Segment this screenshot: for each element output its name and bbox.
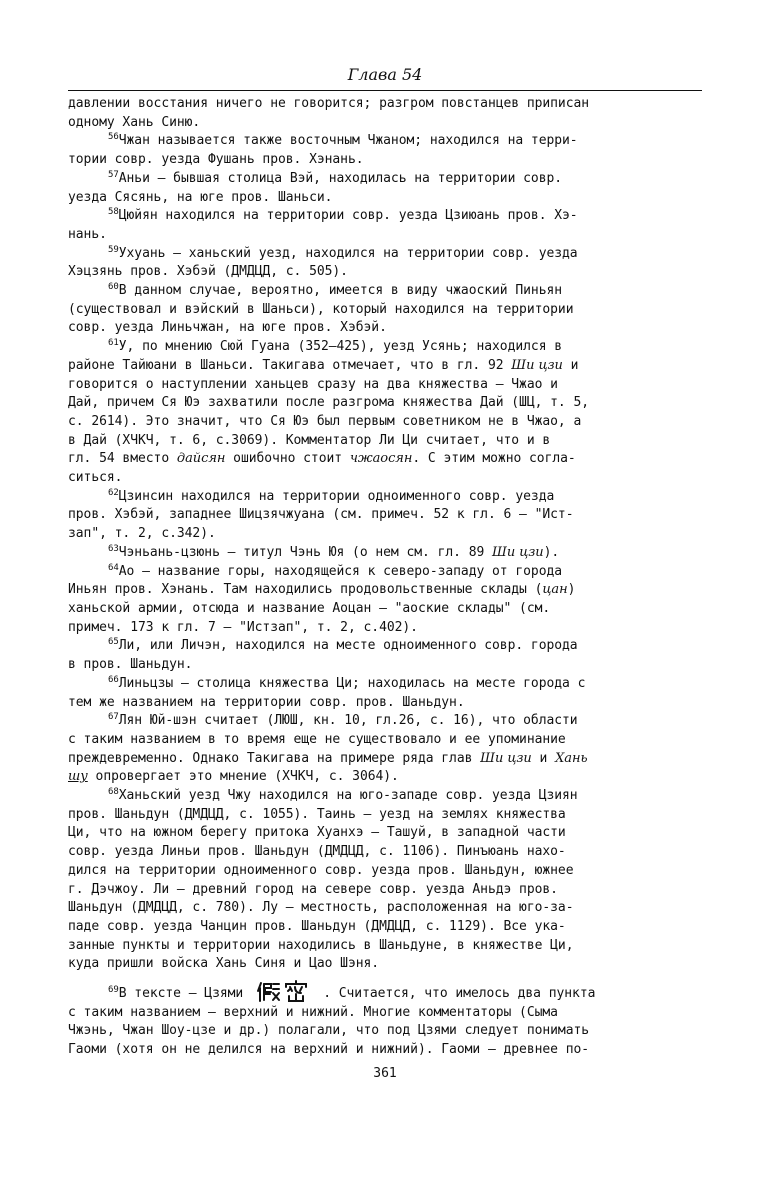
text-line: пров. Шаньдун (ДМДЦД, с. 1055). Таинь — уезд на землях княжества [68, 806, 566, 822]
text-line: районе Тайюани в Шаньси. Такигава отмечает, что в гл. 92 Ши цзи и [68, 357, 579, 373]
italic-term: чжаосян [349, 451, 413, 467]
note-69: $^{69}$В тексте — Цзями . Считается, что имелось два пункта [68, 980, 702, 1004]
text-line: говорится о наступлении ханьцев сразу на два княжества — Чжао и [68, 376, 558, 392]
text-line: Хэцзянь пров. Хэбэй (ДМДЦД, с. 505). [68, 264, 348, 280]
note-59: $^{59}$Ухуань — ханьский уезд, находился на территории совр. уезда [108, 244, 578, 261]
note-number: 67 [108, 712, 119, 723]
text-line: Шаньдун (ДМДЦД, с. 780). Лу — местность, расположенная на юго-за- [68, 900, 574, 916]
text-line: паде совр. уезда Чанцин пров. Шаньдун (ДМДЦД, с. 1129). Все ука- [68, 918, 566, 934]
text-line: Дай, причем Ся Юэ захватили после разгрома княжества Дай (ШЦ, т. 5, [68, 395, 590, 411]
note-number: 56 [108, 132, 119, 143]
italic-term: дайсян [176, 451, 226, 467]
note-number: 68 [108, 787, 119, 798]
note-62: $^{62}$Цзинсин находился на территории одноименного совр. уезда [108, 487, 555, 504]
text-line: зап", т. 2, с.342). [68, 526, 216, 542]
text-line: уезда Сясянь, на юге пров. Шаньси. [68, 189, 333, 205]
text-line: Гаоми (хотя он не делился на верхний и нижний). Гаоми — древнее по- [68, 1042, 590, 1058]
italic-title: Ши цзи [492, 544, 544, 560]
note-65: $^{65}$Ли, или Личэн, находился на месте одноименного совр. города [108, 637, 578, 654]
text-line: одному Хань Синю. [68, 114, 201, 130]
note-64: $^{64}$Ао — название горы, находящейся к северо-западу от города [108, 562, 563, 579]
text-line: Иньян пров. Хэнань. Там находились продовольственные склады (цан) [68, 582, 576, 598]
text-line: преждевременно. Однако Такигава на примере ряда глав Ши цзи и Хань [68, 750, 588, 766]
note-number: 62 [108, 487, 119, 498]
text-line: нань. [68, 226, 107, 242]
note-58: $^{58}$Цюйян находился на территории совр. уезда Цзиюань пров. Хэ- [108, 207, 578, 224]
text-line: дился на территории одноименного совр. уезда пров. Шаньдун, южнее [68, 862, 574, 878]
text-line: с таким названием — верхний и нижний. Многие комментаторы (Сыма [68, 1004, 558, 1020]
note-number: 69 [108, 985, 119, 996]
text-line: давлении восстания ничего не говорится; разгром повстанцев приписан [68, 96, 590, 111]
italic-title: Ши цзи [480, 750, 532, 766]
text-line: занные пункты и территории находились в Шаньдуне, в княжестве Ци, [68, 937, 574, 953]
note-60: $^{60}$В данном случае, вероятно, имеется в виду чжаоский Пиньян [108, 282, 563, 299]
note-66: $^{66}$Линьцзы — столица княжества Ци; находилась на месте города с [108, 674, 586, 691]
text-line: пров. Хэбэй, западнее Шицзячжуана (см. примеч. 52 к гл. 6 — "Ист- [68, 507, 574, 523]
text-line: гл. 54 вместо дайсян ошибочно стоит чжаосян. С этим можно согла- [68, 451, 576, 467]
note-67: $^{67}$Лян Юй-шэн считает (ЛЮШ, кн. 10, гл.26, с. 16), что области [108, 712, 578, 729]
text-line: г. Дэчжоу. Ли — древний город на севере совр. уезда Аньдэ пров. [68, 881, 558, 897]
text-line: ситься. [68, 470, 123, 486]
text-line: (существовал и вэйский в Шаньси), который находился на территории [68, 301, 574, 317]
text-line: с. 2614). Это значит, что Ся Юэ был первым советником не в Чжао, а [68, 413, 582, 429]
note-61: $^{61}$У, по мнению Сюй Гуана (352—425), уезд Усянь; находился в [108, 338, 563, 355]
notes-body [68, 95, 702, 1060]
text-line: примеч. 173 к гл. 7 — "Истзап", т. 2, с.402). [68, 619, 418, 635]
note-number: 59 [108, 244, 119, 255]
italic-title: Ши цзи [511, 357, 563, 373]
header-rule [68, 90, 702, 91]
text-line: с таким названием в то время еще не существовало и ее упоминание [68, 731, 566, 747]
text-line: тории совр. уезда Фушань пров. Хэнань. [68, 152, 364, 168]
note-number: 66 [108, 674, 119, 685]
note-57: $^{57}$Аньи — бывшая столица Вэй, находилась на территории совр. [108, 169, 563, 186]
text-line: в пров. Шаньдун. [68, 657, 193, 673]
text-line: совр. уезда Линьчжан, на юге пров. Хэбэй. [68, 320, 387, 336]
italic-title: Хань [555, 750, 588, 766]
running-header: Глава 54 [347, 65, 423, 84]
text-line: Чжэнь, Чжан Шоу-цзе и др.) полагали, что под Цзями следует понимать [68, 1023, 590, 1039]
text-line: совр. уезда Линьи пров. Шаньдун (ДМДЦД, с. 1106). Пинъюань нахо- [68, 844, 566, 860]
book-page [68, 60, 702, 1081]
italic-term: цан [542, 582, 568, 598]
note-number: 60 [108, 282, 119, 293]
note-number: 57 [108, 169, 119, 180]
page-number: 361 [373, 1065, 397, 1081]
italic-title: шу [68, 769, 88, 785]
note-63: $^{63}$Чэньань-цзюнь — титул Чэнь Юя (о нем см. гл. 89 Ши цзи). [108, 543, 560, 560]
note-number: 63 [108, 543, 119, 554]
note-56: $^{56}$Чжан называется также восточным Чжаном; находился на терри- [108, 132, 578, 149]
text-line: тем же названием на территории совр. пров. Шаньдун. [68, 694, 465, 710]
note-68: $^{68}$Ханьский уезд Чжу находился на юго-западе совр. уезда Цзиян [108, 787, 578, 804]
text-line: Ци, что на южном берегу притока Хуанхэ — Ташуй, в западной части [68, 825, 566, 841]
note-number: 65 [108, 637, 119, 648]
note-number: 61 [108, 338, 119, 349]
chinese-characters-image [255, 980, 309, 1002]
text-line: шу опровергает это мнение (ХЧКЧ, с. 3064). [68, 769, 399, 785]
text-line: ханьской армии, отсюда и название Аоцан — "аоские склады" (см. [68, 600, 551, 616]
note-number: 64 [108, 562, 119, 573]
text-line: куда пришли войска Хань Синя и Цао Шэня. [68, 956, 380, 972]
text-line: в Дай (ХЧКЧ, т. 6, с.3069). Комментатор Ли Ци считает, что и в [68, 432, 551, 448]
note-number: 58 [108, 207, 119, 218]
